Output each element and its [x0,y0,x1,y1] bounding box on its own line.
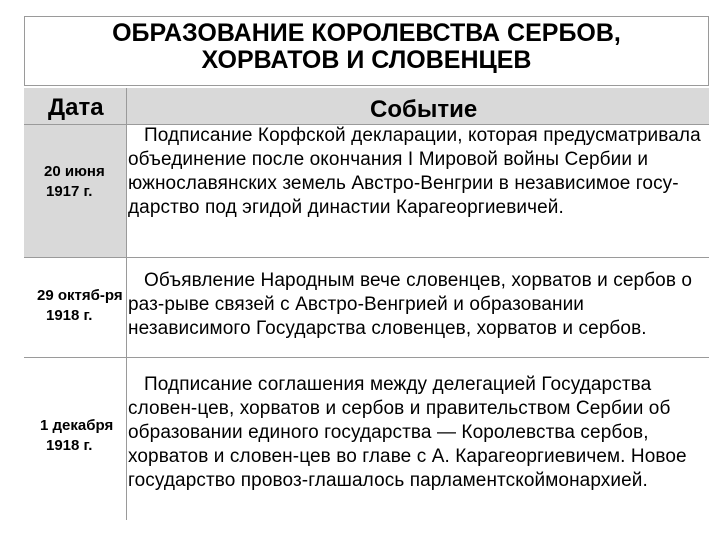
row-1-date [44,162,105,202]
row-2-date-line-2: 1918 г. [46,307,93,324]
row-1-date-line-1: 20 июня [44,163,105,180]
row-2-date [37,286,123,326]
row-2-date-line-1: 29 октяб-ря [37,287,123,304]
row-3-date [40,416,113,456]
row-divider-1 [24,257,709,258]
row-2-event: Объявление Народным вече словенцев, хорватов и сербов о раз-рыве связей с Австро-Венгрией и образовании независимого Государства словенцев, хорватов и сербов. [128,270,693,339]
row-3-event: Подписание соглашения между делегацией Государства словен-цев, хорватов и сербов и правительством Сербии об образовании единого государства — Королевства сербов, хорватов и словен-цев во главе с А. Карагеоргиевичем. Новое государство провоз-глашалось парламентскоймонархией. [128,374,687,491]
row-3-date-line-2: 1918 г. [46,437,93,454]
header-date: Дата [48,94,104,121]
row-1-event: Подписание Корфской декларации, которая предусматривала объединение после окончания I Мировой войны Сербии и южнославянских земель Австро-Венгрии в независимое госу-дарство под эгидой династии Карагеоргиевичей. [128,125,701,218]
row-divider-2 [24,357,709,358]
row-3-date-line-1: 1 декабря [40,417,114,434]
column-divider [126,88,127,520]
header-event: Событие [370,96,478,123]
title-line-1: ОБРАЗОВАНИЕ КОРОЛЕВСТВА СЕРБОВ, [112,19,621,47]
row-1-date-line-2: 1917 г. [46,183,93,200]
slide-title [24,20,709,74]
title-line-2: ХОРВАТОВ И СЛОВЕНЦЕВ [201,46,532,74]
